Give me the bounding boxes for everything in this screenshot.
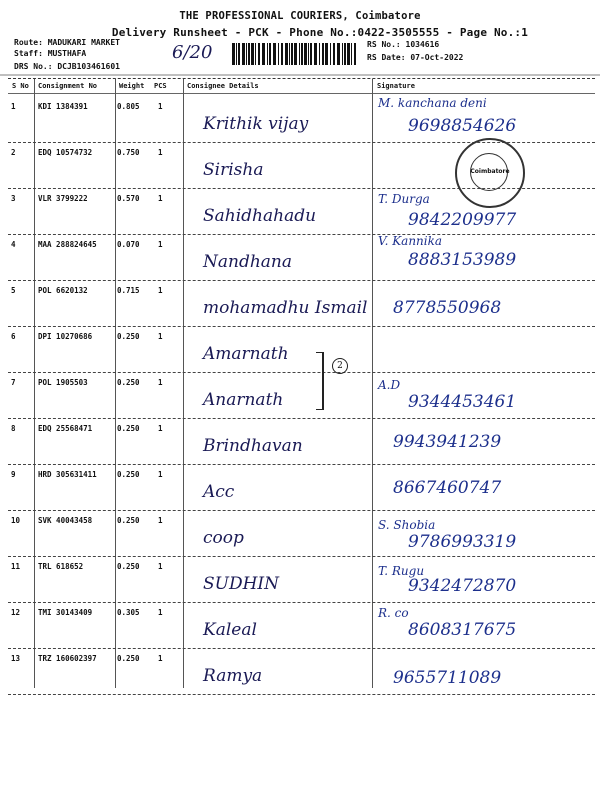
table-row <box>8 648 595 695</box>
row-weight: 0.250 <box>117 378 140 387</box>
phone-number: 9698854626 <box>408 116 517 136</box>
table-row <box>8 510 595 557</box>
row-weight: 0.250 <box>117 516 140 525</box>
barcode-bar <box>330 43 331 65</box>
consignment-number: KDI 1384391 <box>38 102 88 111</box>
barcode-bar <box>344 43 346 65</box>
signature-text: A.D <box>378 378 401 392</box>
row-sno: 2 <box>11 148 16 157</box>
drs-label: DRS No.: DCJB103461601 <box>14 62 120 71</box>
company-title: THE PROFESSIONAL COURIERS, Coimbatore <box>179 10 421 22</box>
row-weight: 0.250 <box>117 332 140 341</box>
row-pcs: 1 <box>158 424 163 433</box>
table-row <box>8 372 595 419</box>
row-sno: 1 <box>11 102 16 111</box>
signature-text: V. Kannika <box>378 234 443 248</box>
row-weight: 0.750 <box>117 148 140 157</box>
row-pcs: 1 <box>158 516 163 525</box>
phone-number: 8608317675 <box>408 620 517 640</box>
barcode-bar <box>238 43 240 65</box>
signature-text: M. kanchana deni <box>378 96 487 110</box>
barcode-bar <box>251 43 254 65</box>
row-pcs: 1 <box>158 608 163 617</box>
barcode-bar <box>255 43 256 65</box>
staff-label: Staff: MUSTHAFA <box>14 49 87 58</box>
row-sno: 12 <box>11 608 21 617</box>
header-rule-bottom <box>8 93 595 94</box>
consignment-number: TRZ 160602397 <box>38 654 97 663</box>
col-consignee: Consignee Details <box>187 82 259 90</box>
consignee-name: Kaleal <box>203 620 257 640</box>
consignment-number: POL 6620132 <box>38 286 88 295</box>
barcode-bar <box>248 43 250 65</box>
barcode-bar <box>291 43 293 65</box>
barcode-bar <box>301 43 303 65</box>
barcode-bar <box>236 43 237 65</box>
row-sno: 5 <box>11 286 16 295</box>
table-row <box>8 602 595 649</box>
phone-number: 9842209977 <box>408 210 517 230</box>
row-weight: 0.250 <box>117 562 140 571</box>
consignment-number: EDQ 25568471 <box>38 424 93 433</box>
consignee-name: Brindhavan <box>203 436 303 456</box>
table-row <box>8 326 595 373</box>
consignment-number: TRL 618652 <box>38 562 84 571</box>
row-pcs: 1 <box>158 654 163 663</box>
row-pcs: 1 <box>158 470 163 479</box>
row-sno: 3 <box>11 194 16 203</box>
row-weight: 0.715 <box>117 286 140 295</box>
barcode-bar <box>269 43 271 65</box>
table-row <box>8 464 595 511</box>
barcode-bar <box>267 43 268 65</box>
stamp-text: Coimbatore <box>470 168 510 175</box>
barcode-bar <box>258 43 260 65</box>
barcode-bar <box>232 43 235 65</box>
barcode-bar <box>278 43 279 65</box>
row-sno: 6 <box>11 332 16 341</box>
consignee-name: coop <box>203 528 244 548</box>
row-sno: 8 <box>11 424 16 433</box>
phone-number: 9342472870 <box>408 576 517 596</box>
consignee-name: Anarnath <box>203 390 284 410</box>
row-sno: 10 <box>11 516 21 525</box>
row-weight: 0.305 <box>117 608 140 617</box>
consignee-name: Acc <box>203 482 235 502</box>
table-row <box>8 96 595 143</box>
barcode-bar <box>310 43 312 65</box>
barcode-bar <box>289 43 290 65</box>
consignee-name: mohamadhu Ismail <box>203 298 368 318</box>
col-weight: Weight <box>119 82 145 90</box>
phone-number: 8778550968 <box>393 298 502 318</box>
barcode-bar <box>294 43 297 65</box>
col-sno: S No <box>12 82 29 90</box>
row-sno: 4 <box>11 240 16 249</box>
barcode-bar <box>285 43 288 65</box>
fold-shadow <box>0 74 600 76</box>
rs-date: RS Date: 07-Oct-2022 <box>367 53 464 62</box>
barcode-bar <box>342 43 343 65</box>
consignee-name: Nandhana <box>203 252 293 272</box>
col-consignment: Consignment No <box>38 82 98 90</box>
consignment-number: DPI 10270686 <box>38 332 93 341</box>
row-pcs: 1 <box>158 148 163 157</box>
barcode-bar <box>273 43 276 65</box>
barcode-bar <box>299 43 300 65</box>
runsheet-title: Delivery Runsheet - PCK - Phone No.:0422-3505555 - Page No.:1 <box>111 26 529 39</box>
row-pcs: 1 <box>158 378 163 387</box>
col-signature: Signature <box>377 82 415 90</box>
courier-stamp <box>455 138 525 208</box>
table-row <box>8 234 595 281</box>
row-weight: 0.570 <box>117 194 140 203</box>
row-weight: 0.250 <box>117 424 140 433</box>
header-rule-top <box>8 78 595 79</box>
consignment-number: TMI 30143409 <box>38 608 93 617</box>
consignment-number: VLR 3799222 <box>38 194 88 203</box>
bracket-mark <box>316 352 324 410</box>
row-pcs: 1 <box>158 286 163 295</box>
consignee-name: SUDHIN <box>203 574 280 594</box>
table-row <box>8 418 595 465</box>
signature-text: R. co <box>378 606 409 620</box>
consignee-name: Krithik vijay <box>203 114 309 134</box>
row-pcs: 1 <box>158 194 163 203</box>
barcode-bar <box>354 43 356 65</box>
table-row <box>8 556 595 603</box>
row-weight: 0.805 <box>117 102 140 111</box>
barcode-bar <box>314 43 317 65</box>
barcode-icon <box>232 43 358 65</box>
barcode-bar <box>242 43 245 65</box>
barcode-bar <box>281 43 283 65</box>
barcode-bar <box>319 43 320 65</box>
consignment-number: SVK 40043458 <box>38 516 93 525</box>
row-pcs: 1 <box>158 332 163 341</box>
phone-number: 8883153989 <box>408 250 517 270</box>
consignee-name: Sahidhahadu <box>203 206 317 226</box>
consignment-number: MAA 288824645 <box>38 240 97 249</box>
rs-number: RS No.: 1034616 <box>367 40 440 49</box>
barcode-bar <box>351 43 352 65</box>
row-weight: 0.070 <box>117 240 140 249</box>
barcode-bar <box>322 43 324 65</box>
phone-number: 9344453461 <box>408 392 517 412</box>
signature-text: T. Durga <box>378 192 430 206</box>
consignment-number: EDQ 10574732 <box>38 148 93 157</box>
handwritten-count: 6/20 <box>172 42 213 63</box>
circled-count: 2 <box>332 358 348 374</box>
barcode-bar <box>304 43 307 65</box>
barcode-bar <box>325 43 328 65</box>
row-weight: 0.250 <box>117 470 140 479</box>
signature-text: T. Rugu <box>378 564 425 578</box>
barcode-bar <box>347 43 350 65</box>
consignee-name: Ramya <box>203 666 263 686</box>
table-row <box>8 280 595 327</box>
phone-number: 8667460747 <box>393 478 502 498</box>
row-sno: 11 <box>11 562 21 571</box>
row-sno: 7 <box>11 378 16 387</box>
row-pcs: 1 <box>158 562 163 571</box>
consignee-name: Amarnath <box>203 344 289 364</box>
barcode-bar <box>333 43 335 65</box>
row-pcs: 1 <box>158 102 163 111</box>
consignment-number: POL 1905503 <box>38 378 88 387</box>
phone-number: 9655711089 <box>393 668 502 688</box>
phone-number: 9943941239 <box>393 432 502 452</box>
consignee-name: Sirisha <box>203 160 264 180</box>
barcode-bar <box>262 43 265 65</box>
row-sno: 9 <box>11 470 16 479</box>
row-pcs: 1 <box>158 240 163 249</box>
row-weight: 0.250 <box>117 654 140 663</box>
consignment-number: HRD 305631411 <box>38 470 97 479</box>
barcode-bar <box>337 43 340 65</box>
route-label: Route: MADUKARI MARKET <box>14 38 120 47</box>
phone-number: 9786993319 <box>408 532 517 552</box>
row-sno: 13 <box>11 654 21 663</box>
signature-text: S. Shobia <box>378 518 436 532</box>
barcode-bar <box>308 43 309 65</box>
barcode-bar <box>246 43 247 65</box>
col-pcs: PCS <box>154 82 167 90</box>
